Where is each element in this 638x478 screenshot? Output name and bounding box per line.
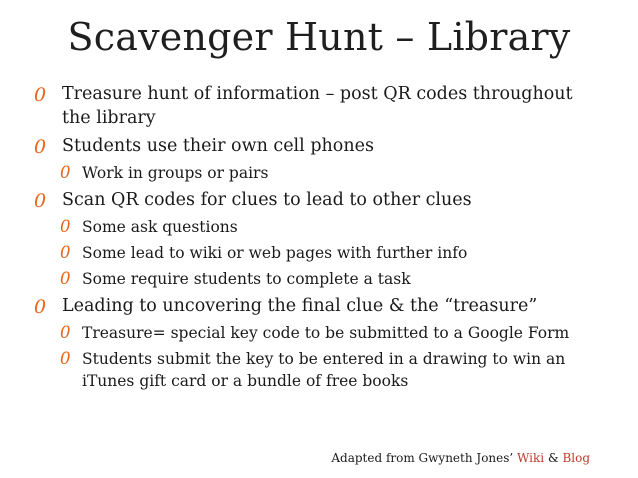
bullet-text: Students submit the key to be entered in a drawing to win an iTunes gift card or a bundle of free books (82, 350, 566, 390)
bullet-marker: 0 (60, 323, 71, 342)
sub-bullet-item (34, 216, 604, 238)
bullet-marker: 0 (60, 349, 71, 368)
bullet-marker: 0 (34, 296, 47, 318)
sub-bullet-item (34, 322, 604, 344)
bullet-text: Some require students to complete a task (82, 270, 411, 288)
attribution-footer (331, 450, 590, 466)
sub-bullet-item (34, 162, 604, 184)
bullet-item (34, 82, 604, 130)
blog-link[interactable]: Blog (562, 451, 590, 465)
bullet-marker: 0 (34, 136, 47, 158)
bullet-text: Work in groups or pairs (82, 164, 269, 182)
bullet-item (34, 294, 604, 318)
sub-bullet-item (34, 348, 604, 392)
wiki-link[interactable]: Wiki (517, 451, 545, 465)
bullet-text: Students use their own cell phones (62, 136, 374, 156)
bullet-list (34, 78, 604, 392)
bullet-marker: 0 (60, 243, 71, 262)
bullet-marker: 0 (34, 190, 47, 212)
slide-title: Scavenger Hunt – Library (67, 15, 571, 59)
bullet-text: Some lead to wiki or web pages with further info (82, 244, 468, 262)
bullet-marker: 0 (60, 217, 71, 236)
attribution-prefix: Adapted from Gwyneth Jones’ (331, 451, 518, 465)
bullet-text: Treasure= special key code to be submitted to a Google Form (82, 324, 570, 342)
sub-bullet-item (34, 242, 604, 264)
attribution-joiner: & (544, 451, 563, 465)
bullet-item (34, 134, 604, 158)
bullet-text: Scan QR codes for clues to lead to other clues (62, 190, 472, 210)
bullet-item (34, 188, 604, 212)
bullet-text: Some ask questions (82, 218, 238, 236)
bullet-marker: 0 (60, 269, 71, 288)
bullet-text: Treasure hunt of information – post QR codes throughout the library (62, 84, 573, 128)
bullet-marker: 0 (60, 163, 71, 182)
sub-bullet-item (34, 268, 604, 290)
bullet-marker: 0 (34, 84, 47, 106)
bullet-text: Leading to uncovering the final clue & the “treasure” (62, 296, 538, 316)
